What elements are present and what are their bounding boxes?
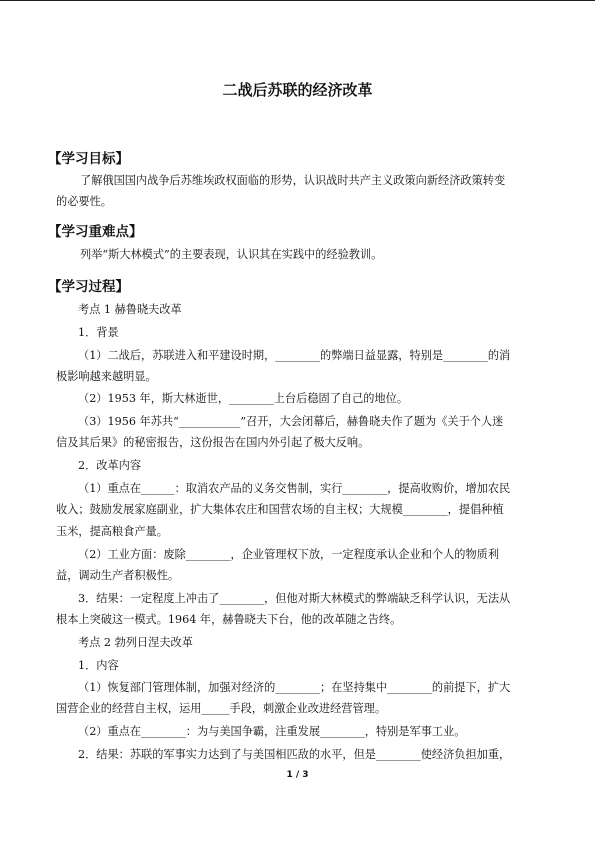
text-line: 国营企业的经营自主权，运用_____手段，刺激企业改进经营管理。	[56, 702, 387, 715]
text-line: 列举“斯大林模式”的主要表现，认识其在实践中的经验教训。	[80, 248, 383, 261]
text-line: （2）工业方面：废除________，企业管理权下放，一定程度承认企业和个人的物质利	[78, 548, 500, 561]
text-line: 益，调动生产者积极性。	[56, 569, 180, 582]
topic-line: 考点 2 勃列日涅夫改革	[78, 636, 193, 649]
text-line: 信及其后果》的秘密报告，这份报告在国内外引起了极大反响。	[56, 436, 370, 449]
heading-key: 【学习重难点】	[48, 224, 143, 240]
text-line: 根本上突破这一模式。1964 年，赫鲁晓夫下台，他的改革随之告终。	[56, 613, 402, 626]
heading-goal: 【学习目标】	[48, 151, 129, 167]
page-number: 1 / 3	[286, 770, 309, 780]
text-line: 玉米，提高粮食产量。	[56, 525, 168, 538]
text-line: （3）1956 年苏共“___________”召开，大会闭幕后，赫鲁晓夫作了题为《关于个人迷	[78, 415, 504, 428]
text-line: 极影响越来越明显。	[56, 370, 157, 383]
text-line: 2．结果：苏联的军事实力达到了与美国相匹敌的水平，但是________使经济负担加重，	[78, 748, 511, 761]
heading-process: 【学习过程】	[48, 279, 129, 295]
text-line: （1）重点在______：取消农产品的义务交售制，实行________，提高收购价，增加农民	[78, 482, 511, 495]
text-line: 的必要性。	[56, 195, 112, 208]
text-line: （1）二战后，苏联进入和平建设时期，________的弊端日益显露，特别是________的消	[78, 349, 511, 362]
page-title: 二战后苏联的经济改革	[222, 81, 373, 99]
topic-line: 考点 1 赫鲁晓夫改革	[78, 303, 182, 316]
text-line: 了解俄国国内战争后苏维埃政权面临的形势，认识战时共产主义政策向新经济政策转变	[80, 174, 506, 187]
text-line: 收入；鼓励发展家庭副业，扩大集体农庄和国营农场的自主权；大规模________，提倡种植	[56, 503, 504, 516]
text-line: 2．改革内容	[78, 459, 142, 472]
text-line: （1）恢复部门管理体制，加强对经济的________；在坚持集中________的前提下，扩大	[78, 681, 511, 694]
text-line: （2）1953 年，斯大林逝世，________上台后稳固了自己的地位。	[78, 392, 409, 405]
text-line: 3．结果：一定程度上冲击了________，但他对斯大林模式的弊端缺乏科学认识，无法从	[78, 592, 511, 605]
top-border	[0, 0, 595, 1]
text-line: （2）重点在________：为与美国争霸，注重发展________，特别是军事工业。	[78, 725, 466, 738]
text-line: 1．内容	[78, 659, 119, 672]
text-line: 1．背景	[78, 326, 119, 339]
